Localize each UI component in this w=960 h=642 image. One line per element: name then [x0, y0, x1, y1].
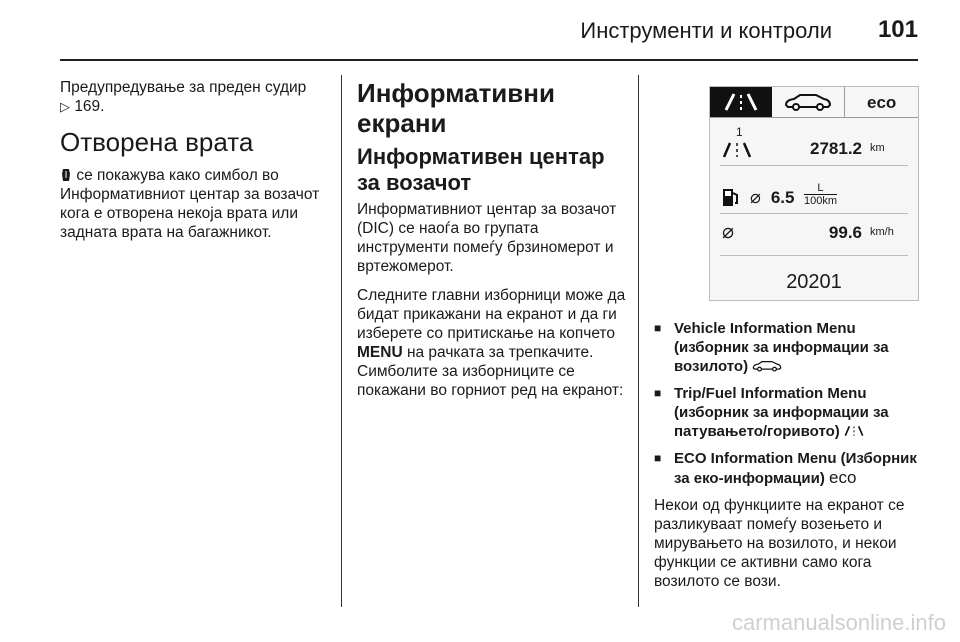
list-item: ■ Trip/Fuel Information Menu (изборник за информации за патувањето/горивото) [654, 384, 924, 441]
dic-paragraph-2: Следните главни изборници може да бидат прикажани на екранот и да ги изберете со притискање на копчето MENU на рачката за трепкачите. Симболите за изборниците се покажани во горниот ред на екранот: [357, 287, 626, 399]
average-speed-icon: ⌀ [722, 221, 735, 243]
trip-road-icon [724, 93, 758, 111]
column-2 [357, 78, 627, 410]
car-icon [784, 93, 832, 111]
dic-paragraph-1: Информативниот центар за возачот (DIC) се наоѓа во групата инструменти помеѓу брзиномерот и вртежомерот. [357, 201, 617, 275]
display-tab-bar [710, 87, 918, 118]
intro-text: Предупредување за преден судир ▷ 169. [60, 79, 307, 115]
speed-row [722, 223, 906, 242]
trip-road-icon [844, 425, 864, 437]
intro-reference: 169. [74, 98, 105, 115]
reference-arrow-icon: ▷ [60, 99, 70, 114]
trip-fuel-tab [710, 87, 772, 117]
fuel-row [722, 173, 906, 207]
fuel-pump-icon [722, 187, 740, 207]
header-title: Инструменти и контроли [580, 18, 832, 43]
odometer-value: 20201 [786, 271, 842, 293]
door-open-icon [60, 167, 76, 184]
info-displays-heading: Информативни екрани [357, 78, 555, 138]
door-open-text: се покажува како симбол во Информативниот центар за возачот кога е отворена некоја врата или задната врата на багажникот. [60, 167, 320, 241]
column-divider-2 [638, 75, 639, 607]
column-3 [654, 78, 924, 601]
trip-row [722, 139, 906, 158]
page-number: 101 [877, 16, 918, 43]
dic-display-illustration [709, 86, 919, 301]
column-divider-1 [341, 75, 342, 607]
menu-key-label: MENU [357, 344, 403, 361]
col3-paragraph: Некои од функциите на екранот се разликуваат помеѓу возењето и мирувањето на возилото, и некои функции се активни само кога возилото се вози. [654, 497, 905, 590]
list-item: ■ Vehicle Information Menu (изборник за информации за возилото) [654, 319, 924, 376]
list-item: ■ ECO Information Menu (Изборник за еко-информации) eco [654, 449, 924, 488]
average-speed-unit: km/h [870, 226, 894, 238]
trip-distance-unit: km [870, 142, 885, 154]
fuel-consumption-unit: L 100km [803, 182, 837, 207]
watermark: carmanualsonline.info [731, 610, 946, 635]
door-open-heading: Отворена врата [60, 127, 254, 157]
dic-heading: Информативен центар за возачот [357, 144, 605, 195]
eco-tab: eco [867, 92, 897, 112]
fuel-consumption-value: 6.5 [770, 188, 795, 207]
vehicle-tab [772, 87, 846, 117]
eco-symbol: eco [829, 468, 857, 487]
trip-road-small-icon [722, 142, 752, 158]
average-icon: ⌀ [750, 187, 761, 207]
trip-distance-value: 2781.2 [810, 139, 862, 158]
car-icon [752, 360, 782, 372]
column-1 [60, 78, 330, 252]
average-speed-value: 99.6 [828, 223, 862, 242]
trip-number: 1 [736, 125, 743, 139]
menu-list [654, 319, 924, 488]
header-rule [60, 59, 918, 61]
